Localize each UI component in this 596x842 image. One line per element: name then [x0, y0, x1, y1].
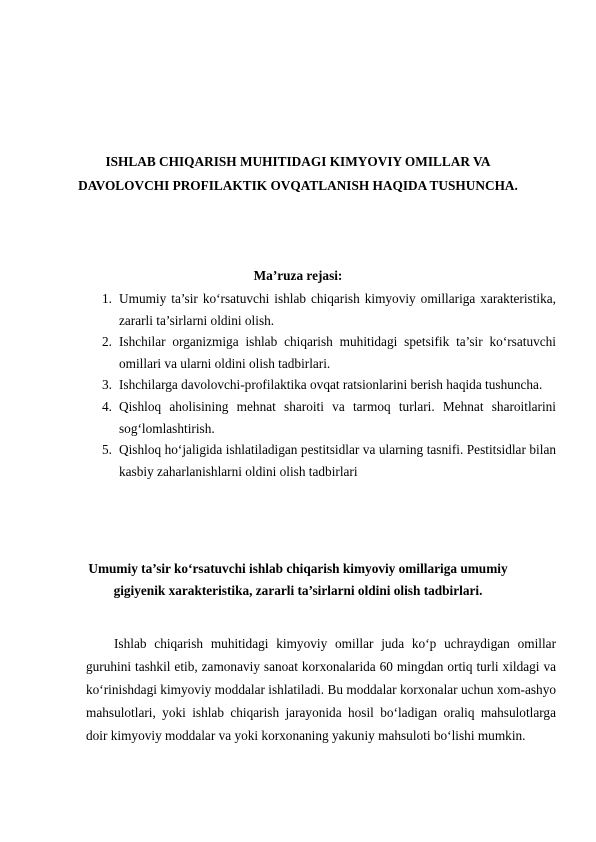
plan-item-text: Ishchilarga davolovchi-profilaktika ovqat ratsionlarini berish haqida tushuncha.	[119, 377, 543, 393]
document-title-line-1: ISHLAB CHIQARISH MUHITIDAGI KIMYOVIY OMILLAR VA	[105, 154, 491, 169]
plan-item-text: Ishchilar organizmiga ishlab chiqarish muhitidagi spetsifik ta’sir ko‘rsatuvchi omillari va ularni oldini olish tadbirlari.	[119, 334, 556, 371]
plan-item	[90, 288, 556, 331]
lecture-plan-heading: Ma’ruza rejasi:	[253, 268, 343, 283]
plan-item	[90, 331, 556, 374]
plan-item-number: 1.	[102, 291, 112, 306]
plan-item-number: 2.	[102, 334, 112, 350]
plan-item	[90, 396, 556, 439]
plan-item-number: 5.	[102, 442, 112, 458]
document-title-line-2: DAVOLOVCHI PROFILAKTIK OVQATLANISH HAQIDA TUSHUNCHA.	[78, 178, 518, 193]
plan-item	[90, 374, 556, 396]
plan-item-text: Qishloq ho‘jaligida ishlatiladigan pestitsidlar va ularning tasnifi. Pestitsidlar bilan kasbiy zaharlanishlarni oldini olish tadbirlari	[119, 442, 556, 479]
body-paragraph: Ishlab chiqarish muhitidagi kimyoviy omillar juda ko‘p uchraydigan omillar guruhini tashkil etib, zamonaviy sanoat korxonalarida 60 mingdan ortiq turli xildagi va ko‘rinishdagi kimyoviy moddalar ishlatiladi. Bu moddalar korxonalar uchun xom-ashyo mahsulotlari, yoki ishlab chiqarish jarayonida hosil bo‘ladigan oraliq mahsulotlarga doir kimyoviy moddalar va yoki korxonaning yakuniy mahsuloti bo‘lishi mumkin.	[86, 636, 556, 743]
plan-item-number: 3.	[102, 377, 112, 393]
plan-item	[90, 439, 556, 482]
lecture-plan-list	[90, 288, 556, 482]
plan-item-text: Qishloq aholisining mehnat sharoiti va tarmoq turlari. Mehnat sharoitlarini sog‘lomlashtirish.	[119, 398, 556, 436]
plan-item-number: 4.	[102, 398, 112, 414]
plan-item-text: Umumiy ta’sir ko‘rsatuvchi ishlab chiqarish kimyoviy omillariga xarakteristika, zararli ta’sirlarni oldini olish.	[119, 291, 556, 328]
section-heading: Umumiy ta’sir ko‘rsatuvchi ishlab chiqarish kimyoviy omillariga umumiy gigiyenik xarakteristika, zararli ta’sirlarni oldini olish tadbirlari.	[88, 561, 508, 598]
